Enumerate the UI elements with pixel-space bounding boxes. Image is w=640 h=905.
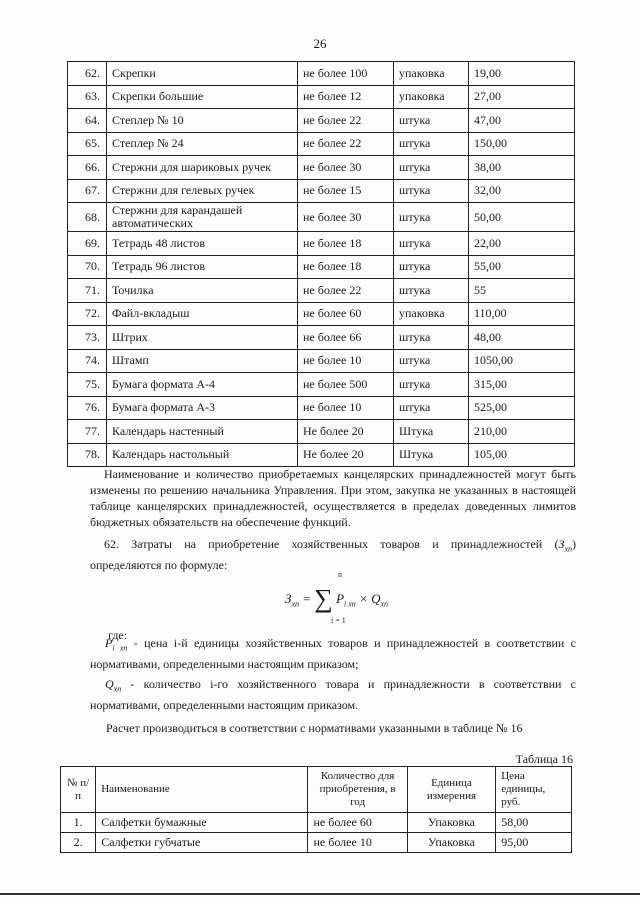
item-quantity: не более 22	[298, 109, 394, 133]
row-number: 66.	[68, 156, 107, 180]
row-number: 62.	[68, 62, 107, 86]
item-price: 210,00	[469, 420, 575, 444]
item-quantity: не более 30	[298, 156, 394, 180]
item-price: 50,00	[469, 203, 575, 232]
item-unit: штука	[394, 156, 469, 180]
table-row	[68, 443, 575, 467]
row-number: 69.	[68, 232, 107, 256]
clause-62	[90, 536, 576, 573]
table-caption: Таблица 16	[515, 752, 573, 766]
table-row	[68, 85, 575, 109]
item-unit: Упаковка	[407, 833, 496, 853]
item-unit: штука	[394, 203, 469, 232]
item-unit: Штука	[394, 420, 469, 444]
where-label: где:	[108, 628, 128, 642]
item-quantity: не более 66	[298, 326, 394, 350]
item-name: Степлер № 10	[107, 109, 298, 133]
item-quantity: не более 12	[298, 85, 394, 109]
table-row	[68, 302, 575, 326]
table-row	[68, 255, 575, 279]
page-number: 26	[313, 36, 327, 51]
row-number: 64.	[68, 109, 107, 133]
item-price: 58,00	[496, 813, 572, 833]
item-quantity: не более 30	[298, 203, 394, 232]
table-row	[68, 279, 575, 303]
table-row	[68, 326, 575, 350]
item-unit: штука	[394, 373, 469, 397]
row-number: 65.	[68, 132, 107, 156]
item-quantity: не более 60	[298, 302, 394, 326]
table-row	[68, 132, 575, 156]
item-quantity: Не более 20	[298, 443, 394, 467]
table-row	[68, 373, 575, 397]
row-number: 77.	[68, 420, 107, 444]
row-number: 72.	[68, 302, 107, 326]
item-name: Скрепки большие	[107, 85, 298, 109]
item-name: Календарь настольный	[107, 443, 298, 467]
item-name: Стержни для карандашей автоматических	[107, 203, 298, 232]
item-quantity: не более 22	[298, 279, 394, 303]
table-row	[68, 62, 575, 86]
item-price: 27,00	[469, 85, 575, 109]
header-row	[61, 767, 572, 813]
note-paragraph: Наименование и количество приобретаемых канцелярских принадлежностей могут быть изменены по решению начальника Управления. При этом, закупка не указанных в настоящей таблице канцелярских принадлежностей, осуществляется в пределах доведенных лимитов бюджетных обязательств на обеспечение функций.	[90, 467, 576, 529]
item-unit: штука	[394, 132, 469, 156]
row-number: 74.	[68, 349, 107, 373]
item-price: 525,00	[469, 396, 575, 420]
item-name: Стержни для шариковых ручек	[107, 156, 298, 180]
item-name: Штамп	[107, 349, 298, 373]
item-name: Стержни для гелевых ручек	[107, 179, 298, 203]
item-price: 22,00	[469, 232, 575, 256]
table-row	[68, 232, 575, 256]
item-name: Бумага формата А-3	[107, 396, 298, 420]
clause-62-symbol: $З_{хп}$	[558, 537, 572, 554]
item-price: 1050,00	[469, 349, 575, 373]
row-number: 78.	[68, 443, 107, 467]
item-quantity: не более 10	[298, 349, 394, 373]
item-unit: Упаковка	[407, 813, 496, 833]
calc-line: Расчет производиться в соответствии с нормативами указанными в таблице № 16	[106, 721, 523, 735]
household-table	[60, 766, 572, 853]
item-quantity: не более 100	[298, 62, 394, 86]
table-row	[61, 813, 572, 833]
item-name: Точилка	[107, 279, 298, 303]
header-name: Наименование	[96, 767, 308, 813]
item-unit: штука	[394, 255, 469, 279]
table-row	[68, 203, 575, 232]
row-number: 70.	[68, 255, 107, 279]
row-number: 63.	[68, 85, 107, 109]
row-number: 67.	[68, 179, 107, 203]
row-number: 71.	[68, 279, 107, 303]
item-price: 110,00	[469, 302, 575, 326]
table-row	[68, 156, 575, 180]
item-unit: штука	[394, 179, 469, 203]
item-price: 315,00	[469, 373, 575, 397]
item-quantity: не более 15	[298, 179, 394, 203]
item-name: Бумага формата А-4	[107, 373, 298, 397]
item-unit: штука	[394, 396, 469, 420]
item-price: 55,00	[469, 255, 575, 279]
clause-62-text: 62. Затраты на приобретение хозяйственных товаров и принадлежностей (	[104, 537, 559, 551]
row-number: 75.	[68, 373, 107, 397]
header-num: № п/п	[61, 767, 96, 813]
item-quantity: не более 22	[298, 132, 394, 156]
table-row	[68, 109, 575, 133]
item-name: Файл-вкладыш	[107, 302, 298, 326]
item-price: 47,00	[469, 109, 575, 133]
row-number: 68.	[68, 203, 107, 232]
table-row	[68, 420, 575, 444]
bottom-rule	[0, 893, 640, 895]
item-unit: штука	[394, 349, 469, 373]
item-name: Салфетки бумажные	[96, 813, 308, 833]
item-unit: штука	[394, 279, 469, 303]
item-price: 55	[469, 279, 575, 303]
item-name: Салфетки губчатые	[96, 833, 308, 853]
item-price: 32,00	[469, 179, 575, 203]
item-unit: Штука	[394, 443, 469, 467]
item-price: 38,00	[469, 156, 575, 180]
item-price: 19,00	[469, 62, 575, 86]
item-name: Тетрадь 96 листов	[107, 255, 298, 279]
row-number: 76.	[68, 396, 107, 420]
table-row	[68, 179, 575, 203]
item-name: Штрих	[107, 326, 298, 350]
item-quantity: не более 10	[308, 833, 407, 853]
table-row	[68, 349, 575, 373]
stationery-table	[67, 61, 575, 467]
item-quantity: не более 18	[298, 232, 394, 256]
header-price: Цена единицы, руб.	[496, 767, 572, 813]
clause-62-end: ) определяются по формуле:	[90, 537, 576, 573]
item-price: 105,00	[469, 443, 575, 467]
item-unit: штука	[394, 109, 469, 133]
item-name: Календарь настенный	[107, 420, 298, 444]
definition-price: $P_{i хп}$ - цена i-й единицы хозяйственных товаров и принадлежностей в соответствии с нормативами, определенными настоящим приказом;	[90, 636, 576, 672]
item-unit: штука	[394, 232, 469, 256]
item-price: 150,00	[469, 132, 575, 156]
item-unit: упаковка	[394, 62, 469, 86]
item-name: Скрепки	[107, 62, 298, 86]
cost-formula: $З_{хп}$ = ∑ n i = 1 $P_{i хп} \times Q_{хп}$	[285, 570, 389, 625]
item-price: 48,00	[469, 326, 575, 350]
item-unit: штука	[394, 326, 469, 350]
item-quantity: Не более 20	[298, 420, 394, 444]
item-quantity: не более 500	[298, 373, 394, 397]
sum-symbol: ∑	[314, 584, 333, 613]
item-quantity: не более 60	[308, 813, 407, 833]
header-qty: Количество для приобретения, в год	[308, 767, 407, 813]
item-price: 95,00	[496, 833, 572, 853]
item-name: Степлер № 24	[107, 132, 298, 156]
item-quantity: не более 18	[298, 255, 394, 279]
table-row	[61, 833, 572, 853]
item-name: Тетрадь 48 листов	[107, 232, 298, 256]
item-unit: упаковка	[394, 302, 469, 326]
item-quantity: не более 10	[298, 396, 394, 420]
definition-quantity: $Q_{хп}$ - количество i-го хозяйственного товара и принадлежности в соответствии с нормативами, определенными настоящим приказом.	[90, 677, 576, 713]
row-number: 73.	[68, 326, 107, 350]
row-number: 2.	[61, 833, 96, 853]
row-number: 1.	[61, 813, 96, 833]
header-unit: Единица измерения	[407, 767, 496, 813]
table-row	[68, 396, 575, 420]
item-unit: упаковка	[394, 85, 469, 109]
